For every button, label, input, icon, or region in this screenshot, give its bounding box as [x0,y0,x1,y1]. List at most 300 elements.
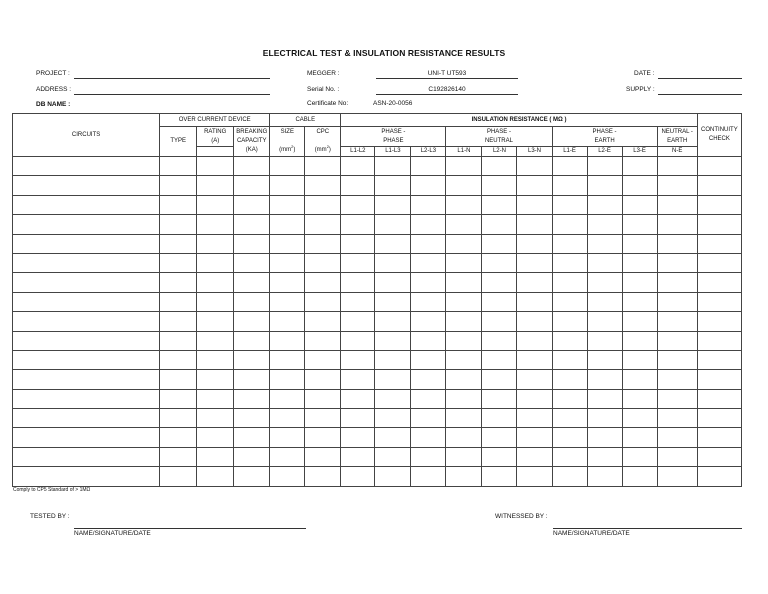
entry-cell[interactable] [341,350,375,369]
entry-cell[interactable] [622,253,657,272]
entry-cell[interactable] [197,312,234,331]
entry-cell[interactable] [13,447,160,466]
entry-cell[interactable] [697,234,741,253]
entry-cell[interactable] [305,234,341,253]
entry-cell[interactable] [552,176,587,195]
entry-cell[interactable] [517,273,552,292]
entry-cell[interactable] [657,273,697,292]
entry-cell[interactable] [305,273,341,292]
entry-cell[interactable] [270,370,305,389]
entry-cell[interactable] [657,331,697,350]
entry-cell[interactable] [13,389,160,408]
entry-cell[interactable] [270,195,305,214]
tested-by-signature-line[interactable] [74,528,306,529]
entry-cell[interactable] [482,157,517,176]
entry-cell[interactable] [697,389,741,408]
entry-cell[interactable] [197,447,234,466]
entry-cell[interactable] [657,312,697,331]
entry-cell[interactable] [517,157,552,176]
entry-cell[interactable] [657,350,697,369]
entry-cell[interactable] [552,467,587,486]
entry-cell[interactable] [552,157,587,176]
entry-cell[interactable] [341,234,375,253]
entry-cell[interactable] [305,215,341,234]
entry-cell[interactable] [411,428,446,447]
entry-cell[interactable] [587,234,622,253]
entry-cell[interactable] [305,292,341,311]
entry-cell[interactable] [305,176,341,195]
entry-cell[interactable] [197,215,234,234]
entry-cell[interactable] [375,292,411,311]
entry-cell[interactable] [234,467,270,486]
entry-cell[interactable] [411,215,446,234]
entry-cell[interactable] [622,467,657,486]
entry-cell[interactable] [587,195,622,214]
entry-cell[interactable] [270,234,305,253]
entry-cell[interactable] [622,370,657,389]
entry-cell[interactable] [197,350,234,369]
entry-cell[interactable] [375,447,411,466]
entry-cell[interactable] [446,273,482,292]
entry-cell[interactable] [270,292,305,311]
entry-cell[interactable] [552,292,587,311]
entry-cell[interactable] [587,273,622,292]
entry-cell[interactable] [160,215,197,234]
entry-cell[interactable] [411,195,446,214]
entry-cell[interactable] [160,195,197,214]
entry-cell[interactable] [341,331,375,350]
entry-cell[interactable] [622,292,657,311]
entry-cell[interactable] [160,370,197,389]
entry-cell[interactable] [697,176,741,195]
entry-cell[interactable] [375,467,411,486]
entry-cell[interactable] [160,447,197,466]
entry-cell[interactable] [375,157,411,176]
entry-cell[interactable] [552,350,587,369]
entry-cell[interactable] [587,428,622,447]
entry-cell[interactable] [446,292,482,311]
entry-cell[interactable] [657,467,697,486]
entry-cell[interactable] [13,428,160,447]
entry-cell[interactable] [13,467,160,486]
entry-cell[interactable] [341,292,375,311]
entry-cell[interactable] [160,157,197,176]
entry-cell[interactable] [305,350,341,369]
entry-cell[interactable] [234,292,270,311]
entry-cell[interactable] [482,312,517,331]
entry-cell[interactable] [375,195,411,214]
entry-cell[interactable] [622,215,657,234]
supply-field[interactable] [658,94,742,95]
entry-cell[interactable] [160,253,197,272]
entry-cell[interactable] [697,292,741,311]
entry-cell[interactable] [657,389,697,408]
entry-cell[interactable] [234,273,270,292]
entry-cell[interactable] [657,234,697,253]
entry-cell[interactable] [657,370,697,389]
entry-cell[interactable] [13,350,160,369]
entry-cell[interactable] [622,389,657,408]
entry-cell[interactable] [587,447,622,466]
entry-cell[interactable] [13,234,160,253]
entry-cell[interactable] [270,253,305,272]
entry-cell[interactable] [197,428,234,447]
entry-cell[interactable] [657,253,697,272]
entry-cell[interactable] [517,195,552,214]
entry-cell[interactable] [411,157,446,176]
entry-cell[interactable] [657,428,697,447]
entry-cell[interactable] [517,467,552,486]
entry-cell[interactable] [160,350,197,369]
entry-cell[interactable] [622,234,657,253]
entry-cell[interactable] [482,331,517,350]
entry-cell[interactable] [552,331,587,350]
entry-cell[interactable] [697,467,741,486]
entry-cell[interactable] [446,370,482,389]
entry-cell[interactable] [197,157,234,176]
entry-cell[interactable] [270,331,305,350]
entry-cell[interactable] [587,253,622,272]
entry-cell[interactable] [622,447,657,466]
entry-cell[interactable] [375,273,411,292]
entry-cell[interactable] [234,234,270,253]
entry-cell[interactable] [411,350,446,369]
entry-cell[interactable] [411,467,446,486]
entry-cell[interactable] [341,370,375,389]
entry-cell[interactable] [697,273,741,292]
entry-cell[interactable] [482,409,517,428]
entry-cell[interactable] [305,195,341,214]
entry-cell[interactable] [517,428,552,447]
entry-cell[interactable] [13,195,160,214]
entry-cell[interactable] [482,195,517,214]
entry-cell[interactable] [552,234,587,253]
entry-cell[interactable] [482,292,517,311]
entry-cell[interactable] [411,292,446,311]
entry-cell[interactable] [341,467,375,486]
entry-cell[interactable] [482,273,517,292]
entry-cell[interactable] [622,312,657,331]
entry-cell[interactable] [13,215,160,234]
entry-cell[interactable] [13,312,160,331]
entry-cell[interactable] [517,409,552,428]
entry-cell[interactable] [446,234,482,253]
entry-cell[interactable] [197,176,234,195]
entry-cell[interactable] [305,157,341,176]
entry-cell[interactable] [657,176,697,195]
entry-cell[interactable] [197,234,234,253]
entry-cell[interactable] [197,370,234,389]
entry-cell[interactable] [375,370,411,389]
entry-cell[interactable] [587,312,622,331]
entry-cell[interactable] [446,409,482,428]
entry-cell[interactable] [197,331,234,350]
entry-cell[interactable] [234,312,270,331]
entry-cell[interactable] [160,331,197,350]
entry-cell[interactable] [587,467,622,486]
entry-cell[interactable] [622,350,657,369]
entry-cell[interactable] [517,312,552,331]
entry-cell[interactable] [375,389,411,408]
entry-cell[interactable] [552,447,587,466]
entry-cell[interactable] [160,467,197,486]
entry-cell[interactable] [270,467,305,486]
project-field[interactable] [74,78,270,79]
entry-cell[interactable] [375,409,411,428]
entry-cell[interactable] [587,370,622,389]
entry-cell[interactable] [482,176,517,195]
entry-cell[interactable] [341,253,375,272]
entry-cell[interactable] [160,409,197,428]
entry-cell[interactable] [697,409,741,428]
entry-cell[interactable] [657,409,697,428]
entry-cell[interactable] [270,215,305,234]
entry-cell[interactable] [552,215,587,234]
entry-cell[interactable] [234,331,270,350]
entry-cell[interactable] [697,253,741,272]
entry-cell[interactable] [657,292,697,311]
entry-cell[interactable] [160,273,197,292]
entry-cell[interactable] [622,273,657,292]
entry-cell[interactable] [160,234,197,253]
entry-cell[interactable] [341,428,375,447]
entry-cell[interactable] [482,215,517,234]
entry-cell[interactable] [517,370,552,389]
entry-cell[interactable] [482,389,517,408]
address-field[interactable] [74,94,270,95]
entry-cell[interactable] [234,389,270,408]
entry-cell[interactable] [517,350,552,369]
entry-cell[interactable] [446,253,482,272]
entry-cell[interactable] [411,176,446,195]
entry-cell[interactable] [517,176,552,195]
entry-cell[interactable] [552,273,587,292]
entry-cell[interactable] [234,195,270,214]
entry-cell[interactable] [517,389,552,408]
entry-cell[interactable] [587,292,622,311]
entry-cell[interactable] [13,331,160,350]
entry-cell[interactable] [13,409,160,428]
entry-cell[interactable] [305,467,341,486]
entry-cell[interactable] [446,215,482,234]
entry-cell[interactable] [411,370,446,389]
certificate-value: ASN-20-0056 [373,100,413,107]
entry-cell[interactable] [13,292,160,311]
entry-cell[interactable] [587,176,622,195]
entry-cell[interactable] [341,447,375,466]
entry-cell[interactable] [411,253,446,272]
entry-cell[interactable] [270,157,305,176]
entry-cell[interactable] [234,428,270,447]
entry-cell[interactable] [341,195,375,214]
entry-cell[interactable] [517,215,552,234]
entry-cell[interactable] [697,312,741,331]
entry-cell[interactable] [13,273,160,292]
entry-cell[interactable] [197,467,234,486]
entry-cell[interactable] [305,370,341,389]
entry-cell[interactable] [270,350,305,369]
entry-cell[interactable] [411,234,446,253]
entry-cell[interactable] [197,273,234,292]
entry-cell[interactable] [341,215,375,234]
entry-cell[interactable] [270,176,305,195]
entry-cell[interactable] [160,428,197,447]
entry-cell[interactable] [270,273,305,292]
entry-cell[interactable] [375,428,411,447]
entry-cell[interactable] [305,428,341,447]
entry-cell[interactable] [446,331,482,350]
entry-cell[interactable] [197,409,234,428]
entry-cell[interactable] [13,157,160,176]
entry-cell[interactable] [622,331,657,350]
entry-cell[interactable] [587,157,622,176]
entry-cell[interactable] [517,234,552,253]
entry-cell[interactable] [622,176,657,195]
entry-cell[interactable] [341,157,375,176]
entry-cell[interactable] [234,409,270,428]
entry-cell[interactable] [411,389,446,408]
entry-cell[interactable] [270,389,305,408]
entry-cell[interactable] [234,253,270,272]
entry-cell[interactable] [234,370,270,389]
entry-cell[interactable] [411,331,446,350]
entry-cell[interactable] [482,253,517,272]
table-row [13,176,742,195]
entry-cell[interactable] [552,389,587,408]
entry-cell[interactable] [552,253,587,272]
megger-field[interactable] [376,78,518,79]
entry-cell[interactable] [517,331,552,350]
entry-cell[interactable] [375,215,411,234]
entry-cell[interactable] [234,447,270,466]
entry-cell[interactable] [341,312,375,331]
entry-cell[interactable] [446,389,482,408]
entry-cell[interactable] [305,331,341,350]
entry-cell[interactable] [517,292,552,311]
entry-cell[interactable] [657,195,697,214]
entry-cell[interactable] [13,370,160,389]
entry-cell[interactable] [270,428,305,447]
entry-cell[interactable] [657,215,697,234]
entry-cell[interactable] [197,292,234,311]
entry-cell[interactable] [341,389,375,408]
entry-cell[interactable] [517,253,552,272]
entry-cell[interactable] [13,253,160,272]
entry-cell[interactable] [375,234,411,253]
entry-cell[interactable] [552,428,587,447]
entry-cell[interactable] [622,409,657,428]
entry-cell[interactable] [197,195,234,214]
witnessed-by-signature-line[interactable] [553,528,742,529]
entry-cell[interactable] [270,312,305,331]
entry-cell[interactable] [482,234,517,253]
serial-field[interactable] [376,94,518,95]
entry-cell[interactable] [234,176,270,195]
entry-cell[interactable] [411,312,446,331]
entry-cell[interactable] [697,331,741,350]
entry-cell[interactable] [482,370,517,389]
entry-cell[interactable] [375,312,411,331]
entry-cell[interactable] [234,350,270,369]
entry-cell[interactable] [482,447,517,466]
entry-cell[interactable] [160,389,197,408]
entry-cell[interactable] [446,467,482,486]
entry-cell[interactable] [587,350,622,369]
entry-cell[interactable] [270,447,305,466]
entry-cell[interactable] [697,350,741,369]
entry-cell[interactable] [446,312,482,331]
entry-cell[interactable] [697,370,741,389]
entry-cell[interactable] [305,253,341,272]
entry-cell[interactable] [446,447,482,466]
entry-cell[interactable] [552,370,587,389]
entry-cell[interactable] [587,215,622,234]
entry-cell[interactable] [270,409,305,428]
entry-cell[interactable] [375,350,411,369]
entry-cell[interactable] [482,467,517,486]
entry-cell[interactable] [305,447,341,466]
entry-cell[interactable] [411,273,446,292]
entry-cell[interactable] [446,195,482,214]
entry-cell[interactable] [341,176,375,195]
entry-cell[interactable] [197,389,234,408]
entry-cell[interactable] [341,409,375,428]
entry-cell[interactable] [160,176,197,195]
entry-cell[interactable] [697,447,741,466]
date-field[interactable] [658,78,742,79]
entry-cell[interactable] [482,428,517,447]
entry-cell[interactable] [517,447,552,466]
entry-cell[interactable] [697,195,741,214]
entry-cell[interactable] [160,312,197,331]
entry-cell[interactable] [160,292,197,311]
entry-cell[interactable] [622,195,657,214]
entry-cell[interactable] [305,409,341,428]
entry-cell[interactable] [587,409,622,428]
entry-cell[interactable] [552,312,587,331]
entry-cell[interactable] [622,428,657,447]
entry-cell[interactable] [657,157,697,176]
entry-cell[interactable] [341,273,375,292]
entry-cell[interactable] [587,331,622,350]
entry-cell[interactable] [622,157,657,176]
entry-cell[interactable] [552,409,587,428]
entry-cell[interactable] [411,409,446,428]
entry-cell[interactable] [305,312,341,331]
entry-cell[interactable] [375,176,411,195]
entry-cell[interactable] [234,157,270,176]
entry-cell[interactable] [552,195,587,214]
entry-cell[interactable] [411,447,446,466]
entry-cell[interactable] [697,157,741,176]
entry-cell[interactable] [197,253,234,272]
entry-cell[interactable] [446,157,482,176]
entry-cell[interactable] [697,428,741,447]
entry-cell[interactable] [482,350,517,369]
entry-cell[interactable] [446,176,482,195]
entry-cell[interactable] [375,253,411,272]
header-phase-neutral: PHASE - NEUTRAL [446,127,552,147]
entry-cell[interactable] [234,215,270,234]
entry-cell[interactable] [446,428,482,447]
entry-cell[interactable] [697,215,741,234]
entry-cell[interactable] [657,447,697,466]
entry-cell[interactable] [305,389,341,408]
entry-cell[interactable] [446,350,482,369]
entry-cell[interactable] [587,389,622,408]
entry-cell[interactable] [13,176,160,195]
entry-cell[interactable] [375,331,411,350]
